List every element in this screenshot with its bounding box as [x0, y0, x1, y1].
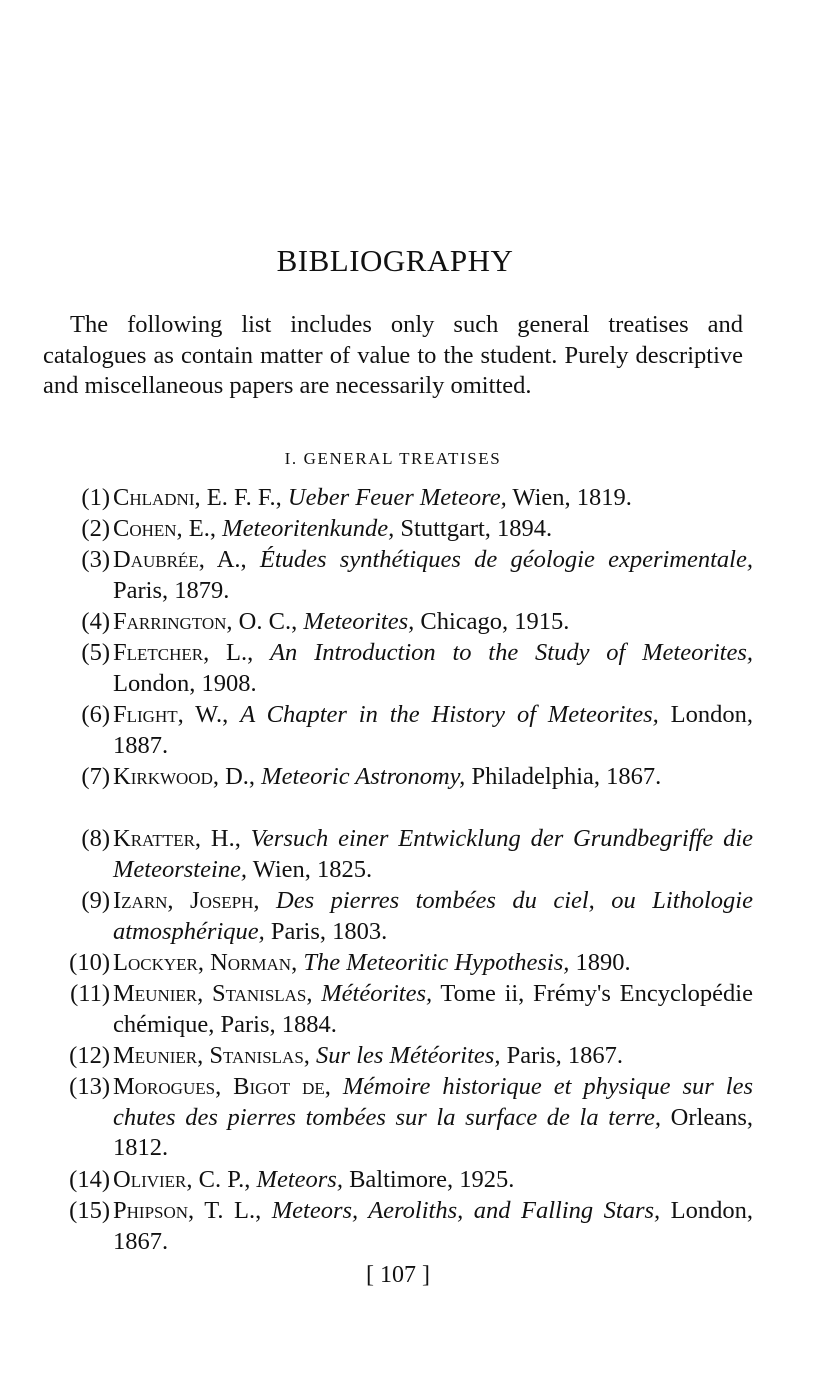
entry-number: (12) [69, 1042, 110, 1069]
entry-number: (7) [81, 763, 110, 790]
entry-title: Meteoritenkunde, [222, 515, 395, 542]
entry-title: Ueber Feuer Meteore, [287, 484, 507, 511]
entry-author: Morogues, Bigot de, [113, 1073, 331, 1100]
entry-number: (4) [81, 608, 110, 635]
intro-paragraph: The following list includes only such general treatises and catalogues as contain matter of value to the student. Purely descriptive and miscellaneous papers are necessarily omitted. [43, 311, 743, 399]
entry-publication: London, 1887. [113, 701, 754, 759]
entry-title: The Meteoritic Hypothesis, [303, 949, 570, 976]
entry-title: Études synthétiques de géologie experimentale, [259, 546, 753, 573]
entry-publication: Tome ii, Frémy's Encyclopédie chémique, Paris, 1884. [113, 980, 753, 1038]
entry-number: (2) [81, 515, 110, 542]
entry-author: Izarn, Joseph, [113, 887, 260, 914]
entry-publication: Chicago, 1915. [414, 608, 570, 635]
entry-title: Versuch einer Entwicklung der Grundbegriffe die Meteorsteine, [113, 825, 754, 883]
entry-author: Olivier, C. P., [113, 1166, 251, 1193]
section-heading: I. GENERAL TREATISES [284, 449, 502, 468]
entry-title: Meteorites, [303, 608, 415, 635]
entry-publication: London, 1867. [113, 1197, 754, 1255]
entry-number: (1) [81, 484, 110, 511]
entry-title: Meteors, Aeroliths, and Falling Stars, [271, 1197, 661, 1224]
entry-publication: Baltimore, 1925. [342, 1166, 515, 1193]
entry-author: Kirkwood, D., [113, 763, 256, 790]
page-title: BIBLIOGRAPHY [276, 243, 514, 278]
entry-title: Meteors, [256, 1166, 343, 1193]
entry-publication: Wien, 1825. [247, 855, 373, 883]
entry-title: Sur les Météorites, [316, 1042, 501, 1069]
entry-title: Météorites, [321, 980, 433, 1007]
entry-publication: Paris, 1867. [500, 1042, 623, 1069]
entry-publication: Paris, 1879. [113, 576, 230, 604]
entry-number: (14) [69, 1166, 110, 1193]
entry-number: (6) [81, 701, 110, 728]
entry-title: A Chapter in the History of Meteorites, [240, 701, 659, 728]
entry-publication: Wien, 1819. [506, 484, 632, 511]
entry-author: Meunier, Stanislas, [113, 980, 313, 1007]
entry-publication: 1890. [569, 949, 631, 976]
entry-author: Lockyer, Norman, [113, 949, 298, 976]
entry-publication: Stuttgart, 1894. [394, 515, 553, 542]
entry-number: (11) [70, 980, 110, 1007]
entry-author: Meunier, Stanislas, [113, 1042, 310, 1069]
entry-author: Chladni, E. F. F., [113, 484, 282, 511]
entry-number: (5) [81, 639, 110, 666]
entry-number: (8) [81, 825, 110, 852]
entry-number: (13) [69, 1073, 110, 1100]
entry-author: Fletcher, L., [113, 639, 254, 666]
entry-publication: Philadelphia, 1867. [465, 763, 662, 790]
entry-author: Cohen, E., [113, 515, 217, 542]
entry-publication: Paris, 1803. [264, 917, 388, 945]
entry-number: (10) [69, 949, 110, 976]
entry-author: Flight, W., [113, 701, 229, 728]
entry-publication: London, 1908. [113, 669, 257, 697]
entry-author: Daubrée, A., [113, 546, 247, 573]
entry-number: (3) [81, 546, 110, 573]
entry-title: Mémoire historique et physique sur les chutes des pierres tombées sur la surface de la terre, [113, 1073, 753, 1131]
entry-title: An Introduction to the Study of Meteorites, [270, 639, 753, 666]
page-number: [ 107 ] [366, 1262, 430, 1288]
entry-author: Phipson, T. L., [113, 1197, 262, 1224]
entry-author: Farrington, O. C., [113, 608, 298, 635]
entry-title: Des pierres tombées du ciel, ou Lithologie atmosphérique, [113, 887, 753, 945]
entry-title: Meteoric Astronomy, [261, 763, 466, 790]
entry-publication: Orleans, 1812. [113, 1103, 753, 1161]
entry-number: (9) [81, 887, 110, 914]
entry-number: (15) [69, 1197, 110, 1224]
entry-author: Kratter, H., [113, 825, 241, 852]
